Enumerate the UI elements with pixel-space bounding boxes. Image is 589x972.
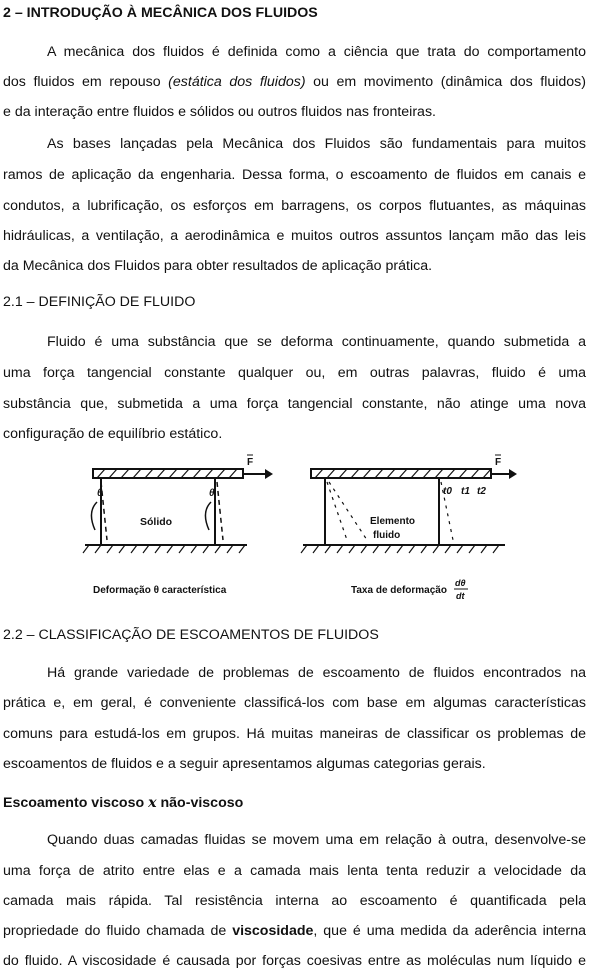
rate-denominator: dt — [456, 591, 465, 601]
paragraph-line: As bases lançadas pela Mecânica dos Fluidos são fundamentais para muitos — [47, 136, 586, 152]
paragraph-line: A mecânica dos fluidos é definida como a ciência que trata do comportamento — [47, 44, 586, 60]
force-label-left: F — [247, 457, 254, 468]
theta-label: θ — [209, 488, 215, 499]
rate-numerator: dθ — [455, 578, 466, 588]
section-heading-2-2: 2.2 – CLASSIFICAÇÃO DE ESCOAMENTOS DE FLUIDOS — [3, 627, 379, 643]
paragraph-line: configuração de equilíbrio estático. — [3, 426, 223, 442]
paragraph-line: dos fluidos em repouso (estática dos fluidos) ou em movimento (dinâmica dos fluidos) — [3, 74, 586, 90]
section-heading-2-1: 2.1 – DEFINIÇÃO DE FLUIDO — [3, 294, 196, 310]
paragraph-line: comuns para estudá-los em grupos. Há muitas maneiras de classificar os problemas de — [3, 726, 586, 742]
solid-diagram — [83, 455, 273, 596]
theta-label: θ — [97, 488, 103, 499]
t0-label: t0 — [443, 486, 452, 497]
paragraph-line: substância que, submetida a uma força tangencial constante, não atinge uma nova — [3, 396, 586, 412]
caption-right: Taxa de deformação — [351, 585, 447, 596]
paragraph-line: e da interação entre fluidos e sólidos ou outros fluidos nas fronteiras. — [3, 104, 436, 120]
viscosity-term: viscosidade — [232, 923, 314, 939]
paragraph-line: prática e, em geral, é conveniente classificá-los com base em algumas características — [3, 695, 586, 711]
italic-term: (estática dos fluidos) — [168, 74, 306, 90]
subheading-viscous: Escoamento viscoso x não-viscoso — [3, 795, 244, 811]
force-label-right: F — [495, 457, 502, 468]
paragraph-line: Há grande variedade de problemas de escoamento de fluidos encontrados na — [47, 665, 586, 681]
t1-label: t1 — [461, 486, 470, 497]
paragraph-line: do fluido. A viscosidade é causada por forças coesivas entre as moléculas num líquido e — [3, 953, 586, 969]
deformation-figure — [67, 452, 519, 614]
paragraph-line: uma força de atrito entre elas e a camada mais lenta tenta reduzir a velocidade da — [3, 863, 586, 879]
solid-label: Sólido — [140, 516, 173, 528]
fluid-label-2: fluido — [373, 530, 401, 541]
arrowhead-icon — [265, 469, 273, 479]
paragraph-line: hidráulicas, a ventilação, a aerodinâmica e muitos outros assuntos lançam mão das leis — [3, 228, 586, 244]
paragraph-line: condutos, a lubrificação, os esforços em barragens, os corpos flutuantes, as máquinas — [3, 198, 586, 214]
paragraph-line: escoamentos de fluidos e a seguir apresentamos algumas categorias gerais. — [3, 756, 486, 772]
main-heading: 2 – INTRODUÇÃO À MECÂNICA DOS FLUIDOS — [3, 5, 318, 21]
paragraph-line: uma força tangencial constante qualquer ou, em outras palavras, fluido é uma — [3, 365, 586, 381]
paragraph-line: da Mecânica dos Fluidos para obter resultados de aplicação prática. — [3, 258, 433, 274]
t2-label: t2 — [477, 486, 486, 497]
paragraph-line: Fluido é uma substância que se deforma continuamente, quando submetida a — [47, 334, 586, 350]
caption-left: Deformação θ característica — [93, 585, 227, 596]
paragraph-line: camada mais rápida. Tal resistência interna ao escoamento é quantificada pela — [3, 893, 586, 909]
paragraph-line: propriedade do fluido chamada de viscosidade, que é uma medida da aderência interna — [3, 923, 586, 939]
paragraph-line: Quando duas camadas fluidas se movem uma em relação à outra, desenvolve-se — [47, 832, 586, 848]
arrowhead-icon — [509, 469, 517, 479]
fluid-diagram — [301, 455, 517, 601]
paragraph-line: ramos de aplicação da engenharia. Dessa forma, o escoamento de fluidos em canais e — [3, 167, 586, 183]
fluid-label-1: Elemento — [370, 516, 416, 527]
